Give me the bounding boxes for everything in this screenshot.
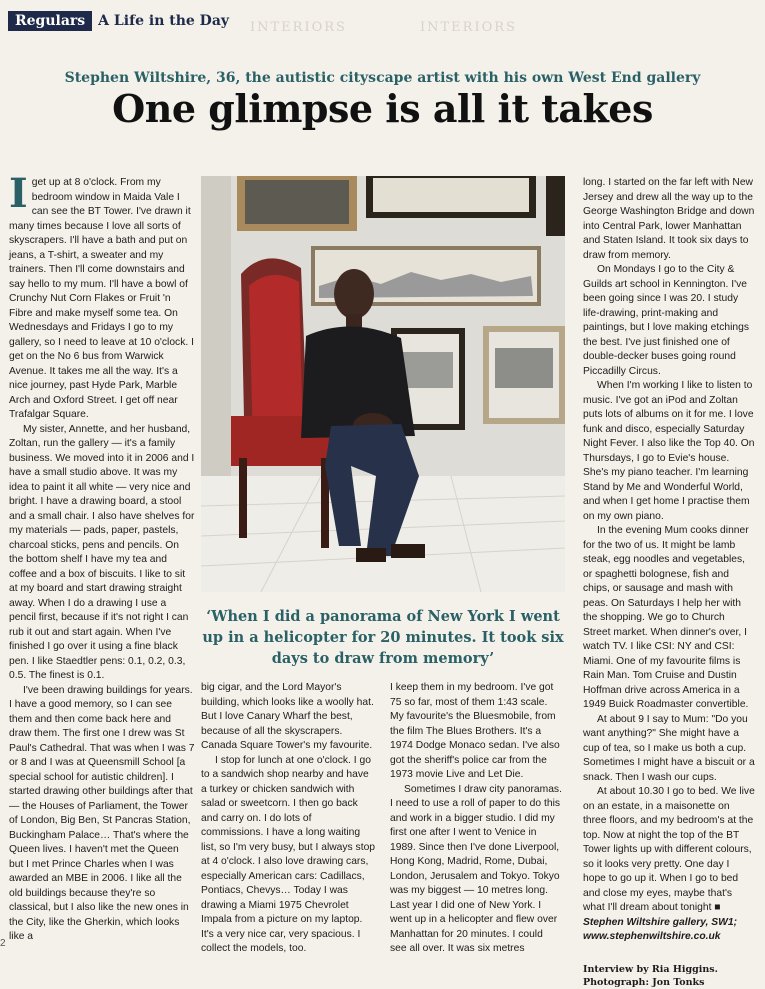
paragraph: At about 10.30 I go to bed. We live on an estate, in a maisonette on three floors, and my bedroom's at the top. Now at night the top of the BT Tower lights up with different colours, so it looks very pretty. One day I hope to go up it. When I go to bed and close my eyes, maybe that's what I'll dream about tonight ■ xyxy=(583,786,755,913)
article-column-1 xyxy=(9,170,195,945)
headline: One glimpse is all it takes xyxy=(112,86,653,131)
paragraph: I stop for lunch at one o'clock. I go to a sandwich shop nearby and have a turkey or chicken sandwich with salad or sweetcorn. I then go back and carry on. I do lots of commissions. I have a long waiting list, so I'm very busy, but I always stop at 4 o'clock. I also love drawing cars, especially American cars: Cadillacs, Pontiacs, Chevys… Today I was drawing a Miami 1975 Chevrolet Impala from a picture on my laptop. It's a very nice car, very spacious. I collect the models, too. xyxy=(201,754,376,954)
background-text-left: INTERIORS xyxy=(250,20,347,35)
photo-credit: Photograph: Jon Tonks xyxy=(583,976,705,988)
paragraph: At about 9 I say to Mum: "Do you want anything?" She might have a cup of tea, so I make us both a cup. Sometimes I might have a biscuit or a snack. Then I wash our cups. xyxy=(583,713,755,783)
paragraph: On Mondays I go to the City & Guilds art school in Kennington. I've been going since I was 20. I study life-drawing, print-making and paintings, but I love making etchings the best. I've just finished one of double-decker buses going round Piccadilly Circus. xyxy=(583,264,749,377)
section-header xyxy=(8,10,229,32)
background-text-right: INTERIORS xyxy=(420,20,517,35)
article-column-2 xyxy=(201,681,376,957)
paragraph: Sometimes I draw city panoramas. I need to use a roll of paper to do this and work in a bigger studio. I did my first one after I went to Venice in 1989. Since then I've done Liverpool, Hong Kong, Madrid, Rome, Dubai, London, Jerusalem and Tokyo. Tokyo was my biggest — 10 metres long. Last year I did one of New York. I went up in a helicopter and flew over Manhattan for 20 minutes. I could see all over. It was six metres xyxy=(390,783,562,954)
regulars-badge: Regulars xyxy=(8,11,92,31)
page-number: 2 xyxy=(0,938,6,949)
paragraph: My sister, Annette, and her husband, Zoltan, run the gallery — it's a family business. We moved into it in 2006 and I have a small studio above. It was my idea to paint it all white — very nice and bright. I have a drawing board, a stool and a small chair. I also have shelves for my materials — pads, paper, pastels, charcoal sticks, pens and pencils. On the bottom shelf I have my tea and coffee and a box of biscuits. I like to sit at my board and start drawing straight away. When I do a drawing I use a pencil first, because if it's not right I can rub it out and start again. When I've finished I go over it using a fine black pen. I like Staedtler pens: 0.1, 0.2, 0.3, 0.5. The finest is 0.1. xyxy=(9,423,195,681)
paragraph: Iget up at 8 o'clock. From my bedroom window in Maida Vale I can see the BT Tower. I've drawn it many times because I love all sorts of skyscrapers. I'll have a bath and put on jeans, a T-shirt, a sweater and my trainers. Then I'll come downstairs and say hello to my mum. I'll have a bowl of Crunchy Nut Corn Flakes or Fruit 'n Fibre and make myself some tea. On Wednesdays and Fridays I go to my gallery, so I need to leave at 10 o'clock. I get on the No 6 bus from Warwick Avenue. It takes me all the way. It's a nice journey, past Hyde Park, Marble Arch and Oxford Street. I get off near Trafalgar Square. xyxy=(9,170,194,420)
drop-cap: I xyxy=(9,170,28,217)
interview-credit: Interview by Ria Higgins. xyxy=(583,963,718,975)
portrait-photo xyxy=(201,176,565,592)
paragraph: long. I started on the far left with New Jersey and drew all the way up to the George Washington Bridge and down into Central Park, lower Manhattan and Staten Island. It took six days to draw from memory. xyxy=(583,177,755,261)
paragraph: I keep them in my bedroom. I've got 75 so far, most of them 1:43 scale. My favourite's the Bluesmobile, from the film The Blues Brothers. It's a 1974 Dodge Monaco sedan. I've also got the sheriff's police car from the 1973 movie Live and Let Die. xyxy=(390,682,560,780)
paragraph: big cigar, and the Lord Mayor's building, which looks like a woolly hat. But I love Canary Wharf the best, because of all the skyscrapers. Canada Square Tower's my favourite. xyxy=(201,682,374,751)
pull-quote: ‘When I did a panorama of New York I went up in a helicopter for 20 minutes. It took six days to draw from memory’ xyxy=(202,608,564,667)
article-column-4 xyxy=(583,176,755,989)
article-credits xyxy=(583,963,755,989)
paragraph: I've been drawing buildings for years. I have a good memory, so I can see them and then come back here and draw them. The first one I drew was St Paul's Cathedral. That was when I was 7 or 8 and I was at Queensmill School [a special school for autistic children]. I started drawing other buildings after that — the Houses of Parliament, the Tower of London, Big Ben, St Pancras Station, Buckingham Palace… That's where the Queen lives. I haven't met the Queen but I met Prince Charles when I was awarded an MBE in 2006. I like all the old buildings because they're so classical, but I also like the new ones in the City, like the Gherkin, which looks like a xyxy=(9,684,195,942)
standfirst: Stephen Wiltshire, 36, the autistic cityscape artist with his own West End gallery xyxy=(64,70,701,86)
photo-illustration xyxy=(201,176,565,592)
paragraph: When I'm working I like to listen to music. I've got an iPod and Zoltan puts lots of albums on it for me. I love funk and disco, especially Saturday Night Fever. I also like the Top 40. On Thursdays, I go to Evie's house. She's my piano teacher. I'm learning Stand by Me and Wonderful World, and when I get home I practise them on my own piano. xyxy=(583,380,755,522)
article-column-3 xyxy=(390,681,562,957)
section-title: A Life in the Day xyxy=(98,13,230,29)
paragraph: In the evening Mum cooks dinner for the two of us. It might be lamb steak, egg noodles and vegetables, or spaghetti bolognese, fish and chips, or sausage and mash with peas. On Saturdays I help her with the shopping. We go to Church Street market. When dinner's over, I watch TV. I like CSI: NY and CSI: Miami. One of my favourite films is Rain Man. Tom Cruise and Dustin Hoffman drive across America in a 1949 Buick Roadmaster convertible. xyxy=(583,525,749,710)
gallery-signoff: Stephen Wiltshire gallery, SW1; www.stephenwiltshire.co.uk xyxy=(583,916,738,942)
